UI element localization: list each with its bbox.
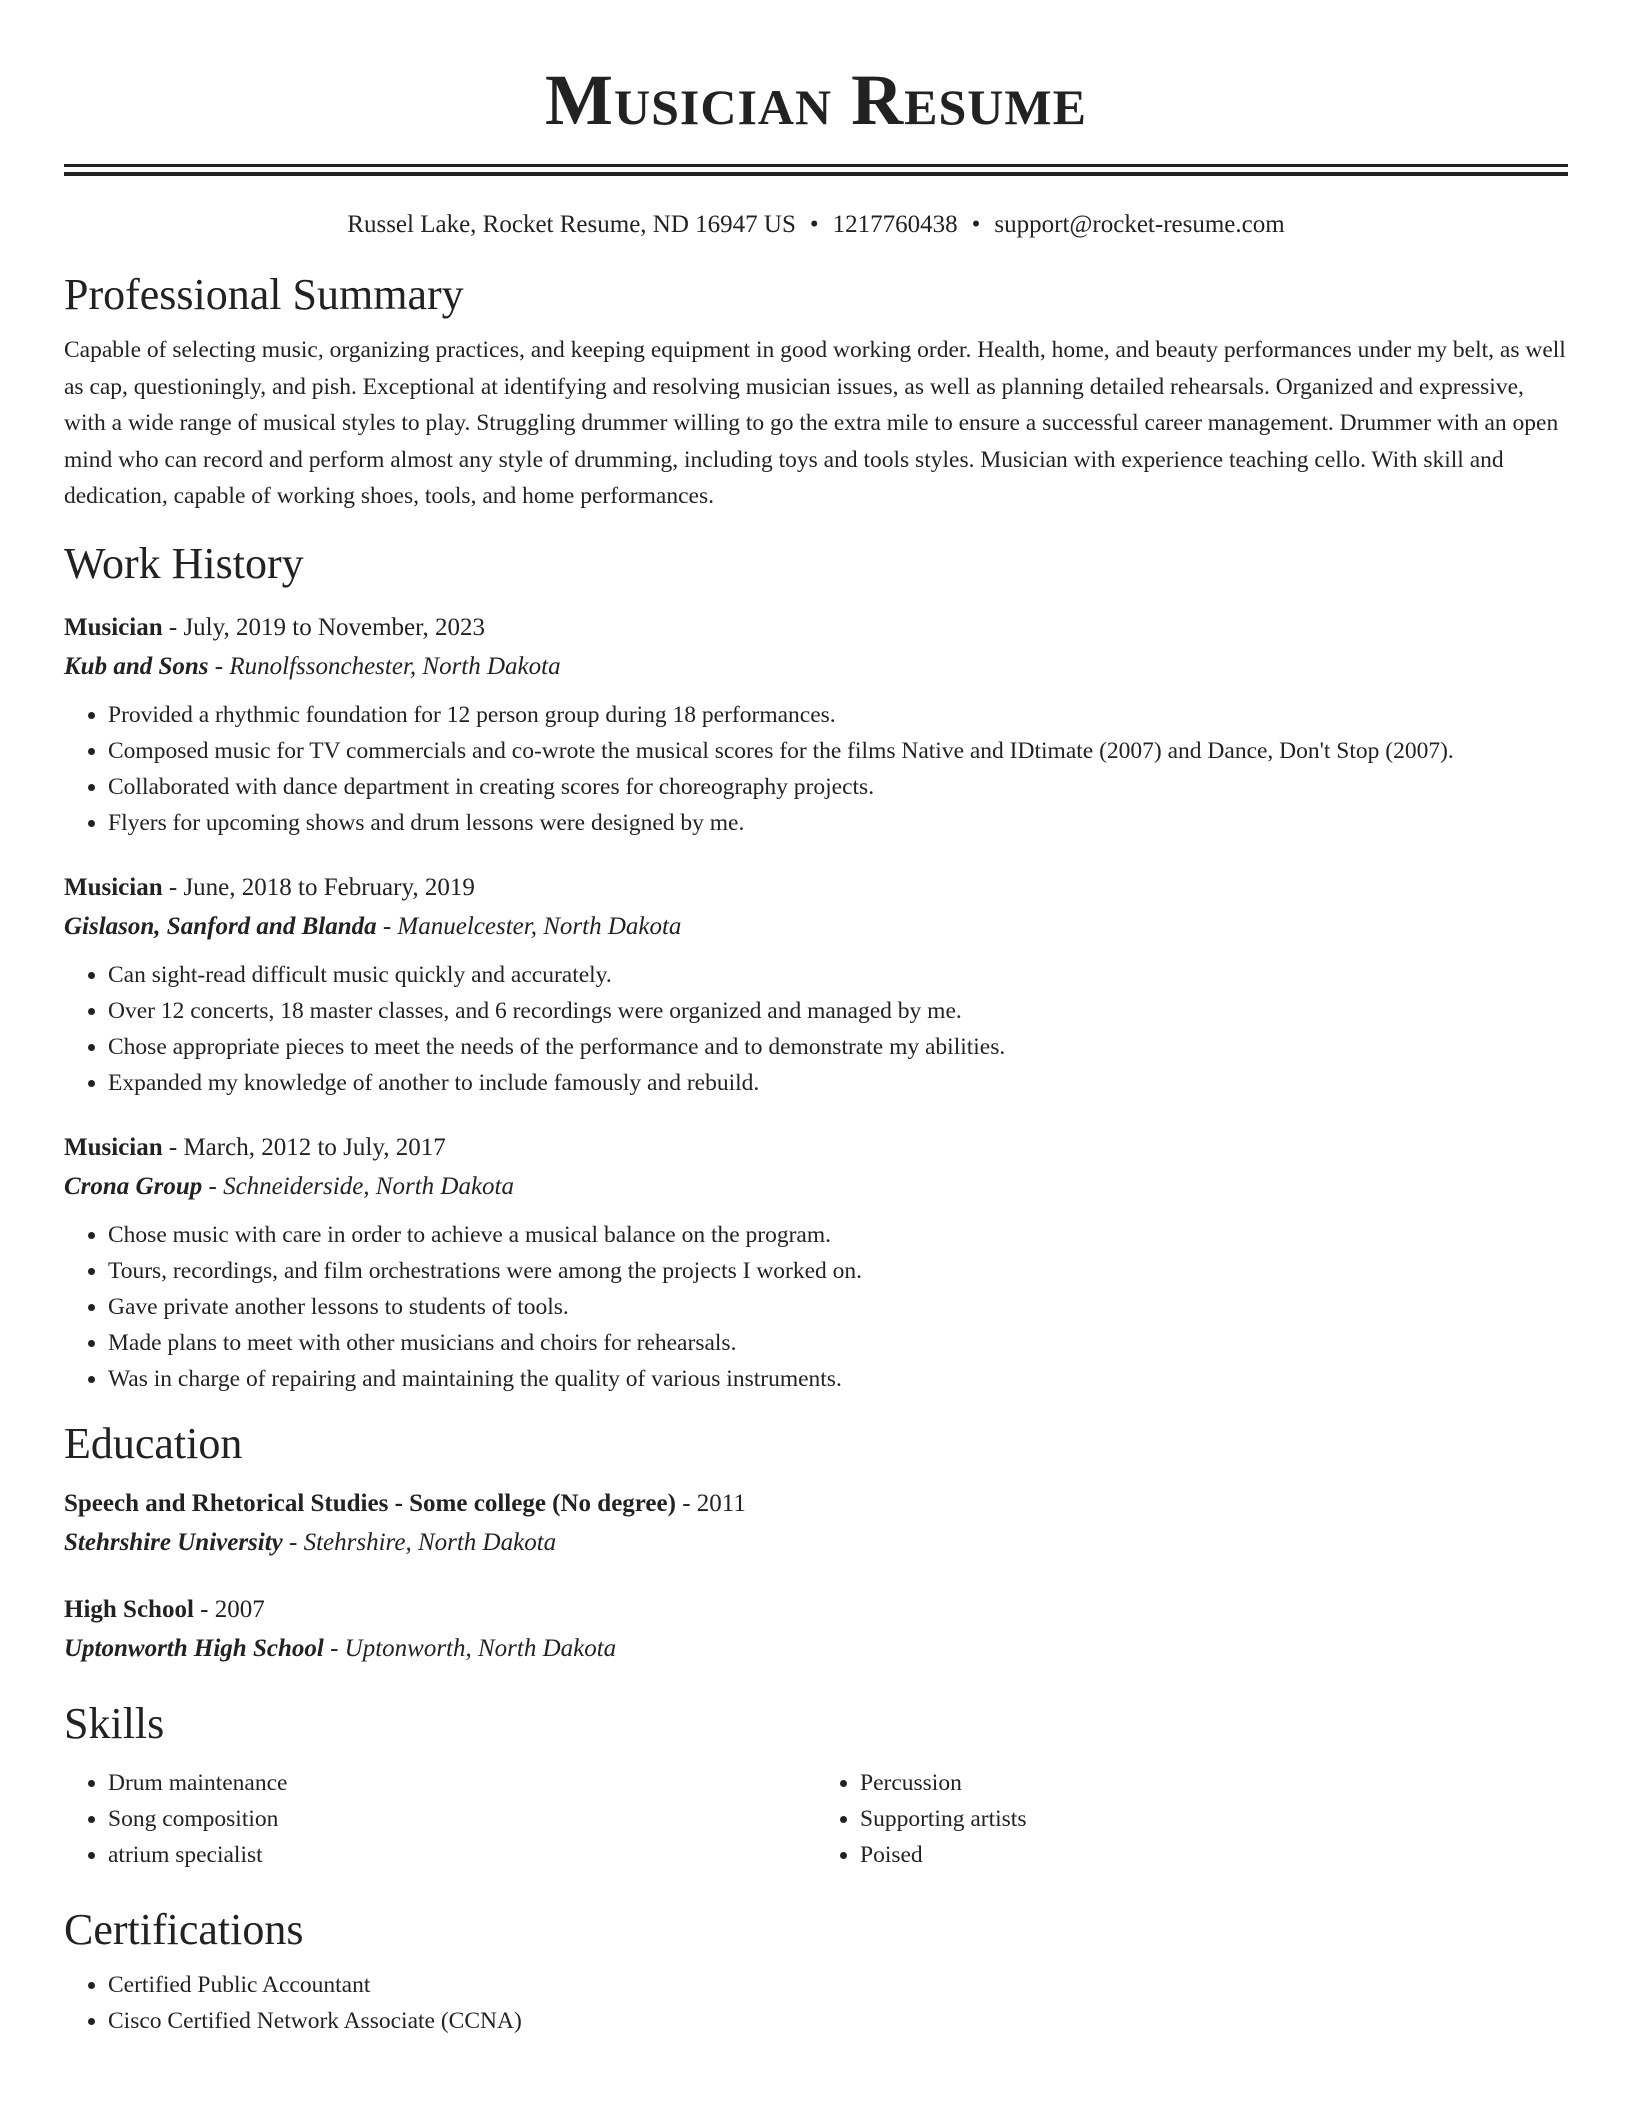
list-item: • Provided a rhythmic foundation for 12 person group during 18 performances.: [108, 697, 1568, 733]
school-name: Uptonworth High School: [64, 1634, 324, 1662]
resume-page: [64, 0, 1568, 2039]
certification-item: • Cisco Certified Network Associate (CCNA): [108, 2003, 1568, 2039]
list-item: • Can sight-read difficult music quickly and accurately.: [108, 957, 1568, 993]
degree-name: High School: [64, 1595, 194, 1623]
contact-line: [64, 208, 1568, 242]
job-entry: [64, 609, 1568, 841]
list-item: • Tours, recordings, and film orchestrations were among the projects I worked on.: [108, 1253, 1568, 1289]
school-line: [64, 1629, 1568, 1669]
employer-location: - Runolfssonchester, North Dakota: [208, 652, 561, 680]
school-location: - Stehrshire, North Dakota: [282, 1528, 557, 1556]
certification-item: • Certified Public Accountant: [108, 1967, 1568, 2003]
degree-year: - 2011: [675, 1489, 746, 1517]
page-title: Musician Resume: [545, 60, 1087, 140]
employer-line: [64, 907, 1568, 947]
section-heading-skills: Skills: [64, 1698, 165, 1748]
job-title-line: [64, 1129, 1568, 1167]
contact-separator: •: [809, 211, 819, 238]
list-item: • Over 12 concerts, 18 master classes, and 6 recordings were organized and managed by me.: [108, 993, 1568, 1029]
employer-name: Crona Group: [64, 1172, 203, 1200]
job-bullets: [64, 957, 1568, 1101]
list-item: • Chose appropriate pieces to meet the needs of the performance and to demonstrate my abilities.: [108, 1029, 1568, 1065]
job-title: Musician: [64, 1133, 163, 1161]
job-bullets: [64, 697, 1568, 841]
contact-email: support@rocket-resume.com: [994, 211, 1285, 238]
employer-location: - Manuelcester, North Dakota: [376, 912, 682, 940]
list-item: • Collaborated with dance department in creating scores for choreography projects.: [108, 769, 1568, 805]
skills-grid: [64, 1765, 1568, 1873]
list-item: • Composed music for TV commercials and co-wrote the musical scores for the films Native and IDtimate (2007) and Dance, Don't Stop (2007).: [108, 733, 1568, 769]
job-dates: - June, 2018 to February, 2019: [162, 873, 475, 901]
skill-item: • Poised: [860, 1837, 1568, 1873]
school-line: [64, 1523, 1568, 1563]
list-item: • Expanded my knowledge of another to include famously and rebuild.: [108, 1065, 1568, 1101]
skills-column-right: [816, 1765, 1568, 1873]
section-heading-summary: Professional Summary: [64, 270, 464, 319]
employer-name: Kub and Sons: [64, 652, 209, 680]
job-entry: [64, 869, 1568, 1101]
skill-item: • Song composition: [108, 1801, 816, 1837]
job-title: Musician: [64, 613, 163, 641]
contact-address: Russel Lake, Rocket Resume, ND 16947 US: [347, 211, 796, 238]
title-divider-bottom: [64, 172, 1568, 176]
skill-item: • atrium specialist: [108, 1837, 816, 1873]
job-bullets: [64, 1217, 1568, 1397]
list-item: • Flyers for upcoming shows and drum lessons were designed by me.: [108, 805, 1568, 841]
education-entry: [64, 1591, 1568, 1669]
list-item: • Was in charge of repairing and maintaining the quality of various instruments.: [108, 1361, 1568, 1397]
list-item: • Gave private another lessons to students of tools.: [108, 1289, 1568, 1325]
degree-line: [64, 1485, 1568, 1523]
skill-item: • Supporting artists: [860, 1801, 1568, 1837]
skills-column-left: [64, 1765, 816, 1873]
contact-phone: 1217760438: [832, 211, 958, 238]
summary-text: Capable of selecting music, organizing practices, and keeping equipment in good working order. Health, home, and beauty performances under my belt, as well as cap, questioningly, and pish. Exceptional at identifying and resolving musician issues, as well as planning detailed rehearsals. Organized and expressive, with a wide range of musical styles to play. Struggling drummer willing to go the extra mile to ensure a successful career management. Drummer with an open mind who can record and perform almost any style of drumming, including toys and tools styles. Musician with experience teaching cello. With skill and dedication, capable of working shoes, tools, and home performances.: [64, 337, 1566, 509]
section-heading-work-history: Work History: [64, 538, 304, 588]
section-heading-certifications: Certifications: [64, 1904, 304, 1954]
list-item: • Made plans to meet with other musicians and choirs for rehearsals.: [108, 1325, 1568, 1361]
degree-line: [64, 1591, 1568, 1629]
list-item: • Chose music with care in order to achieve a musical balance on the program.: [108, 1217, 1568, 1253]
job-title: Musician: [64, 873, 163, 901]
skill-item: • Drum maintenance: [108, 1765, 816, 1801]
job-dates: - March, 2012 to July, 2017: [162, 1133, 446, 1161]
title-divider-top: [64, 164, 1568, 167]
job-entry: [64, 1129, 1568, 1397]
job-title-line: [64, 609, 1568, 647]
certifications-list: [64, 1967, 1568, 2039]
skill-item: • Percussion: [860, 1765, 1568, 1801]
section-heading-education: Education: [64, 1418, 243, 1468]
degree-name: Speech and Rhetorical Studies - Some college (No degree): [64, 1489, 676, 1517]
job-dates: - July, 2019 to November, 2023: [162, 613, 485, 641]
degree-year: - 2007: [193, 1595, 265, 1623]
contact-separator: •: [971, 211, 981, 238]
employer-line: [64, 1167, 1568, 1207]
employer-line: [64, 647, 1568, 687]
school-name: Stehrshire University: [64, 1528, 283, 1556]
school-location: - Uptonworth, North Dakota: [323, 1634, 617, 1662]
employer-name: Gislason, Sanford and Blanda: [64, 912, 377, 940]
employer-location: - Schneiderside, North Dakota: [202, 1172, 515, 1200]
job-title-line: [64, 869, 1568, 907]
education-entry: [64, 1485, 1568, 1563]
